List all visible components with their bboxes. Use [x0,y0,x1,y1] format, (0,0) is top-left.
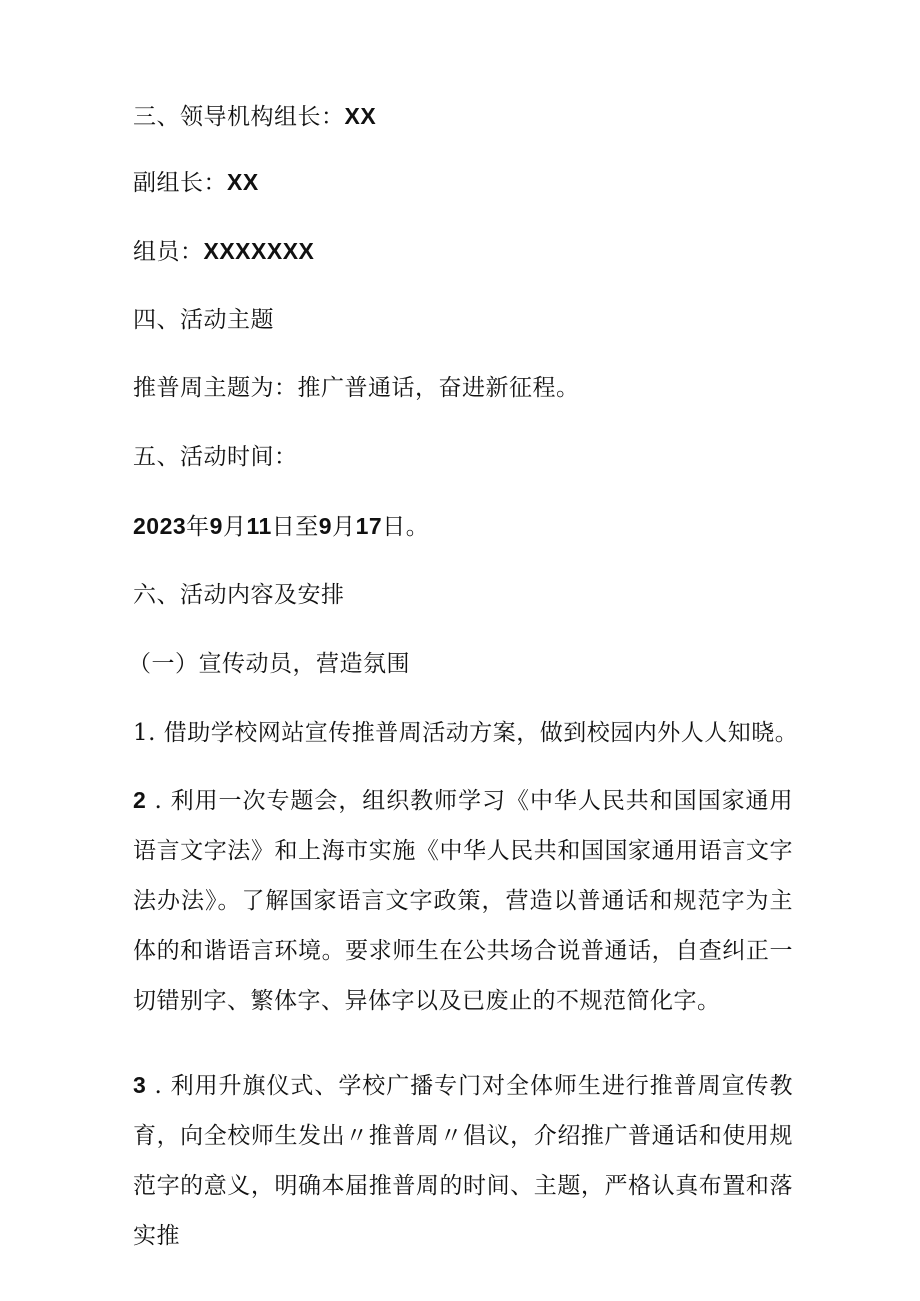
date-day-unit-start: 日至 [271,514,319,540]
deputy-label: 副组长： [133,170,227,196]
item-1-line: 1. 借助学校网站宣传推普周活动方案，做到校园内外人人知晓。 [133,720,799,746]
item-2-text: . 利用一次专题会，组织教师学习《中华人民共和国国家通用语言文字法》和上海市实施《中华人民共和国国家通用语言文字法办法》。了解国家语言文字政策，营造以普通话和规范字为主体的和谐语言环境。要求师生在公共场合说普通话，自查纠正一切错别字、繁体字、异体字以及已废止的不规范简化字。 [133,788,793,1014]
section-heading-content: 六、活动内容及安排 [133,582,345,608]
date-day-unit-end: 日。 [382,514,430,540]
item-3-paragraph [133,1060,793,1261]
date-month-unit-end: 月 [332,514,356,540]
leader-name: XX [344,103,377,129]
members-label: 组员： [133,239,204,265]
item-3-number: 3 [133,1072,147,1098]
subsection-heading-publicity: （一）宣传动员，营造氛围 [128,651,410,677]
members-line [133,236,314,267]
members-names: XXXXXXX [203,238,315,264]
section-heading-theme: 四、活动主题 [133,307,274,333]
date-line [133,511,429,542]
deputy-leader-line [133,167,259,198]
date-day-end: 17 [355,513,383,539]
theme-line: 推普周主题为：推广普通话，奋进新征程。 [133,375,580,401]
date-year: 2023 [133,513,187,539]
item-2-paragraph [133,775,793,1026]
item-2-number: 2 [133,787,147,813]
section-heading-time: 五、活动时间： [133,444,298,470]
leader-label: 三、领导机构组长： [133,104,345,130]
date-month-end: 9 [318,513,333,539]
date-year-unit: 年 [186,514,210,540]
date-day-start: 11 [246,513,272,539]
date-month-unit-start: 月 [222,514,247,540]
leadership-leader-line [133,101,376,132]
deputy-name: XX [227,169,259,195]
date-month-start: 9 [209,513,223,539]
item-3-text: . 利用升旗仪式、学校广播专门对全体师生进行推普周宣传教育，向全校师生发出〃推普周〃倡议，介绍推广普通话和使用规范字的意义，明确本届推普周的时间、主题，严格认真布置和落实推 [133,1073,793,1249]
